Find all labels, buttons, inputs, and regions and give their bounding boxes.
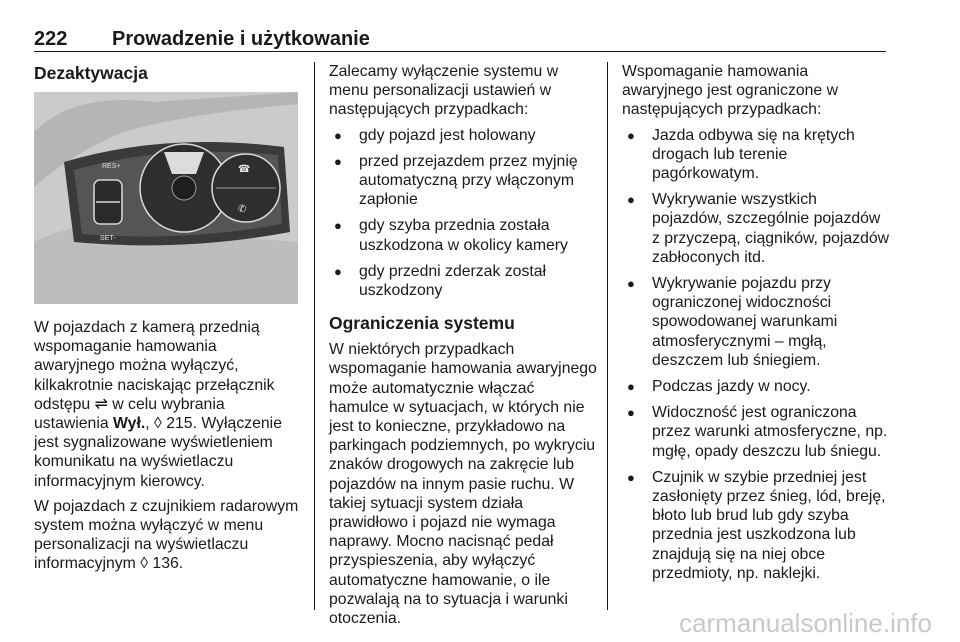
list-item: ● gdy szyba przednia została uszkodzona w okolicy kamery xyxy=(329,216,597,254)
voice-icon: ✆ xyxy=(238,204,247,215)
distance-switch-icon: ⇌ xyxy=(94,395,108,413)
recommendation-intro: Zalecamy wyłączenie systemu w menu personalizacji ustawień w następujących przypadkach: xyxy=(329,63,559,119)
header-rule xyxy=(34,51,886,52)
column-divider xyxy=(314,62,315,610)
column-2 xyxy=(329,62,597,634)
list-item: ● Widoczność jest ograniczona przez warunki atmosferyczne, np. mgłę, opady deszczu lub śniegu. xyxy=(622,403,890,461)
deactivation-paragraph-2: W pojazdach z czujnikiem radarowym system można wyłączyć w menu personalizacji na wyświetlaczu informacyjnym ◊ 136. xyxy=(34,497,299,573)
column-divider xyxy=(607,62,608,610)
page-number: 222 xyxy=(34,28,68,50)
limited-cases-intro: Wspomaganie hamowania awaryjnego jest ograniczone w następujących przypadkach: xyxy=(622,63,839,119)
list-item: ● przed przejazdem przez myjnię automatyczną przy włączonym zapłonie xyxy=(329,152,597,210)
list-item: ● gdy przedni zderzak został uszkodzony xyxy=(329,262,597,300)
recommendation-list xyxy=(329,126,597,301)
column-3 xyxy=(622,62,890,590)
list-item: ● Podczas jazdy w nocy. xyxy=(622,377,890,396)
list-item: ● Jazda odbywa się na krętych drogach lub terenie pagórkowatym. xyxy=(622,126,890,184)
limited-cases-list xyxy=(622,126,890,583)
list-item: ● Wykrywanie pojazdu przy ograniczonej widoczności spowodowanej warunkami atmosferycznymi – mgłą, deszczem lub śniegiem. xyxy=(622,274,890,370)
section-heading-deactivation: Dezaktywacja xyxy=(34,63,148,83)
column-1 xyxy=(34,62,300,580)
section-heading-limitations: Ograniczenia systemu xyxy=(329,313,515,334)
watermark: carmanualsonline.info xyxy=(679,608,932,638)
page-header xyxy=(34,28,370,51)
limitations-paragraph: W niektórych przypadkach wspomaganie hamowania awaryjnego może automatycznie włączać hamulce w sytuacjach, w których nie jest to konieczne, przykładowo na parkingach podziemnych, po wykryciu znaków drogowych na zakręcie lub pojazdów na innym pasie ruchu. W takiej sytuacji system działa prawidłowo i pojazd nie wymaga naprawy. Mocno nacisnąć pedał przyspieszenia, aby wyłączyć automatyczne hamowanie, o ile pozwalają na to sytuacja i warunki otoczenia. xyxy=(329,341,597,628)
list-item: ● Czujnik w szybie przedniej jest zasłonięty przez śnieg, lód, breję, błoto lub brud lub gdy szyba przednia jest uszkodzona lub znajdują się na niej obce przedmioty, np. naklejki. xyxy=(622,468,890,583)
steering-wheel-illustration xyxy=(34,92,298,304)
page-ref-arrow-icon: ◊ xyxy=(154,415,162,433)
set-label: RES+ xyxy=(102,163,121,170)
page-ref-arrow-icon: ◊ xyxy=(140,555,149,573)
deactivation-paragraph-1: W pojazdach z kamerą przednią wspomaganie hamowania awaryjnego można wyłączyć, kilkakrotnie naciskając przełącznik odstępu ⇌ w celu wybrania ustawienia Wył., ◊ 215. Wyłączenie jest sygnalizowane wyświetleniem komunikatu na wyświetlaczu informacyjnym kierowcy. xyxy=(34,319,282,490)
page-title: Prowadzenie i użytkowanie xyxy=(112,28,370,50)
list-item: ● gdy pojazd jest holowany xyxy=(329,126,597,145)
steering-wheel-controls-figure xyxy=(34,92,298,304)
res-label: SET- xyxy=(100,235,116,242)
setting-off-label: Wył. xyxy=(113,415,146,433)
list-item: ● Wykrywanie wszystkich pojazdów, szczególnie pojazdów z przyczepą, ciągników, pojazdów zabłoconych itd. xyxy=(622,190,890,267)
phone-icon: ☎ xyxy=(238,164,251,175)
